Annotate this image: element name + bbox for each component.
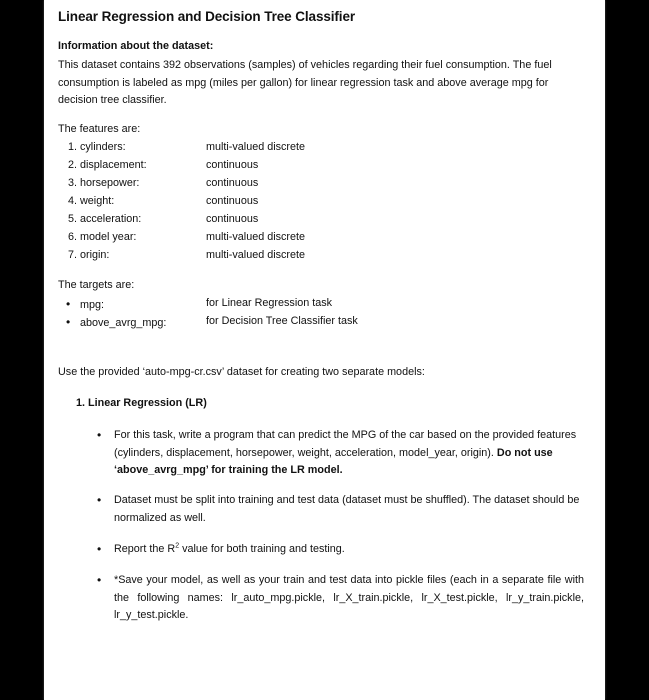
info-heading: Information about the dataset:	[58, 40, 214, 52]
section-heading: 1. Linear Regression (LR)	[76, 397, 207, 409]
list-item	[97, 572, 584, 625]
bullet-text: *Save your model, as well as your train and test data into pickle files (each in a separate file with the following names: lr_auto_mpg.pickle, lr_X_train.pickle, lr_X_test.pickle, lr_y_train.pickle, lr_y_test.pickle.	[114, 574, 584, 621]
list-item	[97, 541, 584, 559]
feature-name: 5. acceleration:	[68, 213, 142, 225]
feature-type: continuous	[206, 159, 259, 171]
target-item	[66, 297, 104, 311]
feature-type: multi-valued discrete	[206, 249, 306, 261]
feature-name: 3. horsepower:	[68, 177, 140, 189]
targets-heading: The targets are:	[58, 279, 135, 291]
superscript: 2	[175, 542, 180, 550]
bullet-text: For this task, write a program that can predict the MPG of the car based on the provided features (cylinders, displacement, horsepower, weight, acceleration, model_year, origin).	[114, 429, 577, 459]
target-name: mpg:	[80, 299, 105, 311]
features-heading: The features are:	[58, 123, 141, 135]
bullet-text: Report the R	[114, 543, 176, 555]
target-item	[66, 315, 166, 329]
list-item	[97, 492, 584, 527]
feature-name: 6. model year:	[68, 231, 137, 243]
document-title: Linear Regression and Decision Tree Classifier	[58, 9, 356, 24]
feature-type: multi-valued discrete	[206, 231, 306, 243]
feature-name: 7. origin:	[68, 249, 110, 261]
feature-type: continuous	[206, 177, 259, 189]
document-page	[44, 0, 605, 700]
feature-name: 4. weight:	[68, 195, 115, 207]
bullet-icon: •	[97, 493, 102, 507]
feature-name: 1. cylinders:	[68, 141, 126, 153]
feature-type: multi-valued discrete	[206, 141, 306, 153]
bullet-text: Dataset must be split into training and test data (dataset must be shuffled). The dataset should be normalized as well.	[114, 494, 580, 524]
bullet-icon: •	[97, 428, 102, 442]
feature-type: continuous	[206, 213, 259, 225]
bullet-icon: •	[66, 315, 71, 329]
target-name: above_avrg_mpg:	[80, 317, 167, 329]
info-paragraph: This dataset contains 392 observations (samples) of vehicles regarding their fuel consumption. The fuel consumption is labeled as mpg (miles per gallon) for linear regression task and above average mpg for decision tree classifier.	[58, 59, 552, 106]
target-desc: for Decision Tree Classifier task	[206, 315, 358, 327]
instruction-line: Use the provided ‘auto-mpg-cr.csv’ dataset for creating two separate models:	[58, 366, 425, 378]
bullet-icon: •	[97, 542, 102, 556]
feature-type: continuous	[206, 195, 259, 207]
bullet-bold-text: Do not use ‘above_avrg_mpg’ for training the LR model.	[114, 446, 553, 476]
bullet-icon: •	[97, 573, 102, 587]
list-item	[97, 427, 584, 480]
target-desc: for Linear Regression task	[206, 297, 333, 309]
feature-name: 2. displacement:	[68, 159, 147, 171]
bullet-icon: •	[66, 297, 71, 311]
bullet-text: value for both training and testing.	[179, 543, 345, 555]
